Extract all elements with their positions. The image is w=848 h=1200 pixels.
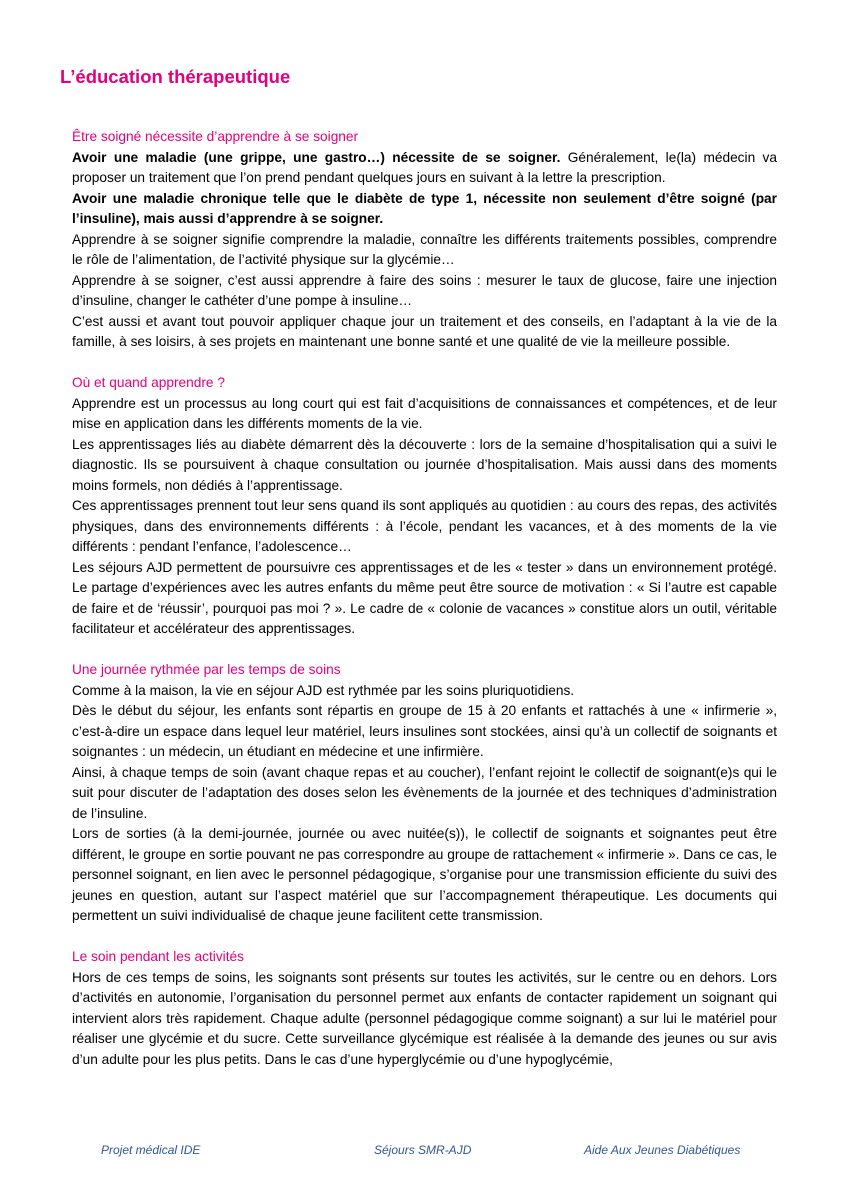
page-title: L’éducation thérapeutique	[60, 66, 291, 87]
section-heading: Le soin pendant les activités	[72, 949, 244, 964]
bold-text: Avoir une maladie (une grippe, une gastro…) nécessite de se soigner.	[72, 149, 561, 165]
paragraph: Apprendre est un processus au long court qui est fait d’acquisitions de connaissances et compétences, et de leur mise en application dans les différents moments de la vie.	[72, 395, 777, 431]
section-ou-quand	[72, 373, 777, 640]
footer-center: Séjours SMR-AJD	[374, 1143, 472, 1157]
section-soin-activites	[72, 947, 777, 1070]
paragraph: Les séjours AJD permettent de poursuivre ces apprentissages et de les « tester » dans un environnement protégé. Le partage d’expériences avec les autres enfants du même peut être source de motivation : « Si l’autre est capable de faire et de ‘réussir’, pourquoi pas moi ? ». Le cadre de « colonie de vacances » constitue alors un outil, véritable facilitateur et accélérateur des apprentissages.	[72, 559, 777, 636]
paragraph: Comme à la maison, la vie en séjour AJD est rythmée par les soins pluriquotidiens.	[72, 682, 575, 698]
paragraph	[72, 148, 777, 189]
paragraph: Ainsi, à chaque temps de soin (avant chaque repas et au coucher), l’enfant rejoint le collectif de soignant(e)s qui le suit pour discuter de l’adaptation des doses selon les évènements de la journée et des techniques d’administration de l’insuline.	[72, 764, 777, 821]
section-heading: Une journée rythmée par les temps de soins	[72, 662, 341, 677]
paragraph-text: Généralement, le(la) médecin va proposer un traitement que l’on prend pendant quelques jours en suivant à la lettre la prescription.	[72, 149, 777, 185]
document-body	[72, 127, 777, 1091]
paragraph: Avoir une maladie chronique telle que le diabète de type 1, nécessite non seulement d’être soigné (par l’insuline), mais aussi d’apprendre à se soigner.	[72, 190, 777, 226]
section-journee-rythmee	[72, 660, 777, 927]
section-etre-soigne	[72, 127, 777, 353]
section-heading: Où et quand apprendre ?	[72, 375, 225, 390]
section-heading: Être soigné nécessite d’apprendre à se soigner	[72, 129, 359, 144]
paragraph: Les apprentissages liés au diabète démarrent dès la découverte : lors de la semaine d’hospitalisation qui a suivi le diagnostic. Ils se poursuivent à chaque consultation ou journée d’hospitalisation. Mais aussi dans des moments moins formels, non dédiés à l’apprentissage.	[72, 436, 777, 493]
footer-left: Projet médical IDE	[101, 1143, 201, 1157]
paragraph: C’est aussi et avant tout pouvoir appliquer chaque jour un traitement et des conseils, en l’adaptant à la vie de la famille, à ses loisirs, à ses projets en maintenant une bonne santé et une qualité de vie la meilleure possible.	[72, 313, 777, 349]
paragraph: Lors de sorties (à la demi-journée, journée ou avec nuitée(s)), le collectif de soignants et soignantes peut être différent, le groupe en sortie pouvant ne pas correspondre au groupe de rattachement « infirmerie ». Dans ce cas, le personnel soignant, en lien avec le personnel pédagogique, s’organise pour une transmission efficiente du suivi des jeunes en question, autant sur l’aspect matériel que sur l’accompagnement thérapeutique. Les documents qui permettent un suivi individualisé de chaque jeune facilitent cette transmission.	[72, 826, 777, 923]
paragraph: Dès le début du séjour, les enfants sont répartis en groupe de 15 à 20 enfants et rattachés à une « infirmerie », c’est-à-dire un espace dans lequel leur matériel, leurs insulines sont stockées, ainsi qu’à un collectif de soignants et soignantes : un médecin, un étudiant en médecine et une infirmière.	[72, 703, 777, 759]
paragraph: Apprendre à se soigner signifie comprendre la maladie, connaître les différents traitements possibles, comprendre le rôle de l’alimentation, de l’activité physique sur la glycémie…	[72, 231, 777, 267]
paragraph: Apprendre à se soigner, c’est aussi apprendre à faire des soins : mesurer le taux de glucose, faire une injection d’insuline, changer le cathéter d’une pompe à insuline…	[72, 272, 777, 308]
paragraph: Hors de ces temps de soins, les soignants sont présents sur toutes les activités, sur le centre ou en dehors. Lors d’activités en autonomie, l’organisation du personnel permet aux enfants de contacter rapidement un soignant qui intervient alors très rapidement. Chaque adulte (personnel pédagogique comme soignant) a sur lui le matériel pour réaliser une glycémie et du sucre. Cette surveillance glycémique est réalisée à la demande des jeunes ou sur avis d’un adulte pour les plus petits. Dans le cas d’une hyperglycémie ou d’une hypoglycémie,	[72, 969, 777, 1067]
footer-right: Aide Aux Jeunes Diabétiques	[584, 1143, 741, 1157]
paragraph: Ces apprentissages prennent tout leur sens quand ils sont appliqués au quotidien : au cours des repas, des activités physiques, dans des environnements différents : à l’école, pendant les vacances, et à des moments de la vie différents : pendant l’enfance, l’adolescence…	[72, 498, 777, 554]
